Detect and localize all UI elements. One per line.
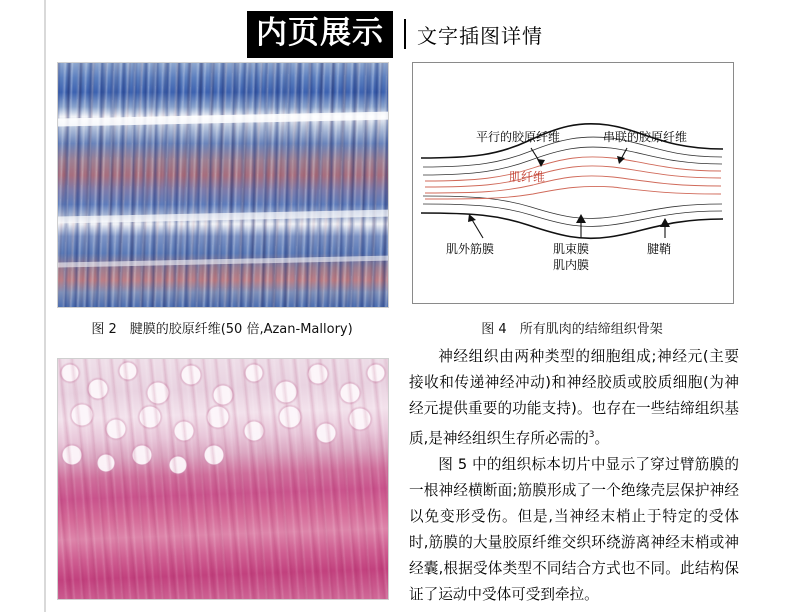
body-paragraph-1 bbox=[409, 344, 739, 452]
figure-collagen-micrograph bbox=[57, 62, 389, 308]
page-left-rule bbox=[44, 0, 46, 612]
diagram-label-parallel-collagen: 平行的胶原纤维 bbox=[476, 130, 561, 144]
header-subtitle: 文字插图详情 bbox=[417, 23, 543, 48]
diagram-arrowhead bbox=[617, 156, 625, 164]
diagram-label-muscle-fiber: 肌纤维 bbox=[509, 170, 546, 184]
diagram-arrowhead bbox=[660, 218, 670, 227]
body-paragraph-2: 图 5 中的组织标本切片中显示了穿过臂筋膜的一根神经横断面;筋膜形成了一个绝缘壳层保护神经以免变形受伤。但是,当神经末梢止于特定的受体时,筋膜的大量胶原纤维交织环绕游离神经末梢或神经囊,根据受体类型不同结合方式也不同。此结构保证了运动中受体可受到牵拉。 bbox=[409, 455, 739, 603]
diagram-muscle-fiber-line bbox=[425, 176, 721, 193]
figure-2-caption: 图 2 腱膜的胶原纤维(50 倍,Azan-Mallory) bbox=[91, 322, 353, 337]
diagram-label-endomysium: 肌内膜 bbox=[553, 258, 590, 272]
diagram-fiber-line bbox=[423, 147, 722, 175]
diagram-fiber-line bbox=[423, 196, 722, 219]
diagram-muscle-fiber-line bbox=[425, 157, 721, 181]
diagram-label-tendon-sheath: 腱鞘 bbox=[647, 242, 672, 256]
diagram-label-epimysium: 肌外筋膜 bbox=[446, 242, 495, 256]
figure-adipose-micrograph bbox=[57, 358, 389, 600]
micrograph-blue-texture bbox=[58, 63, 388, 307]
figure-4-caption: 图 4 所有肌肉的结缔组织骨架 bbox=[481, 322, 663, 337]
diagram-svg bbox=[413, 63, 731, 301]
figure-connective-tissue-diagram bbox=[412, 62, 734, 304]
diagram-arrowhead bbox=[537, 159, 545, 167]
body-paragraph-1-end: 。 bbox=[594, 429, 610, 447]
header-badge: 内页展示 bbox=[247, 11, 393, 58]
page-header bbox=[0, 8, 790, 60]
diagram-label-perimysium: 肌束膜 bbox=[553, 242, 590, 256]
header-inner bbox=[247, 11, 543, 58]
diagram-fiber-line bbox=[423, 204, 722, 227]
body-paragraph-1-footnote: 3 bbox=[588, 430, 595, 440]
body-paragraph-1-text: 神经组织由两种类型的细胞组成;神经元(主要接收和传递神经冲动)和神经胶质或胶质细胞(为神经元提供重要的功能支持)。也存在一些结缔组织基质,是神经组织生存所必需的 bbox=[409, 348, 739, 447]
diagram-label-series-collagen: 串联的胶原纤维 bbox=[603, 130, 688, 144]
micrograph-pink-texture bbox=[58, 359, 388, 599]
diagram-leader-line bbox=[471, 218, 483, 238]
header-separator bbox=[404, 19, 406, 49]
body-text bbox=[409, 344, 739, 608]
